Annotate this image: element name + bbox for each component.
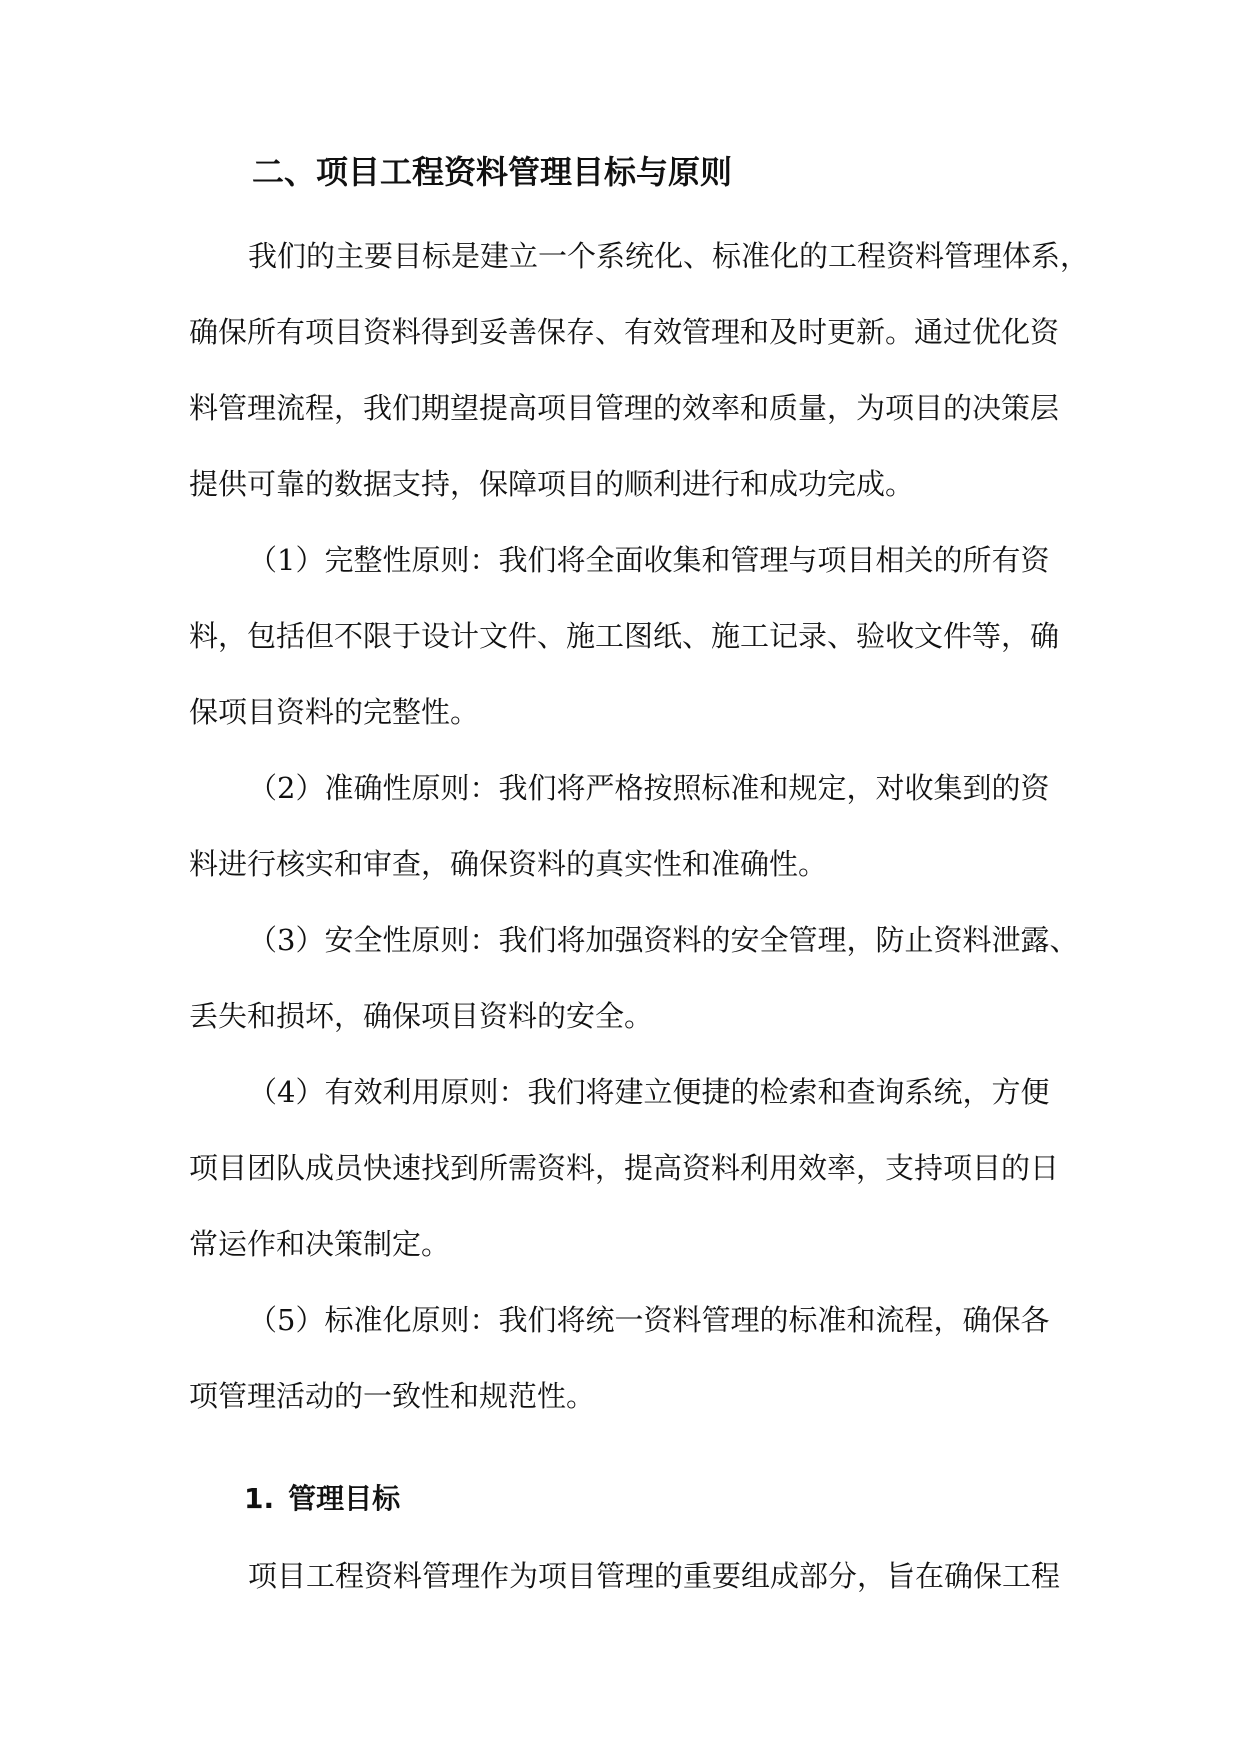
text-line: （2）准确性原则：我们将严格按照标准和规定，对收集到的资 [248, 771, 1050, 805]
text-line: 确保所有项目资料得到妥善保存、有效管理和及时更新。通过优化资 [189, 315, 1060, 349]
subsection-title: 管理目标 [288, 1482, 401, 1515]
text-line: 项目工程资料管理作为项目管理的重要组成部分，旨在确保工程 [248, 1559, 1061, 1593]
text-line: （5）标准化原则：我们将统一资料管理的标准和流程，确保各 [248, 1303, 1050, 1337]
section-heading: 二、项目工程资料管理目标与原则 [252, 153, 733, 191]
text-line: （3）安全性原则：我们将加强资料的安全管理，防止资料泄露、 [248, 923, 1079, 957]
text-line: 保项目资料的完整性。 [189, 695, 480, 729]
text-line: （4）有效利用原则：我们将建立便捷的检索和查询系统，方便 [248, 1075, 1050, 1109]
text-line: 项目团队成员快速找到所需资料，提高资料利用效率，支持项目的日 [189, 1151, 1060, 1185]
text-line: 丢失和损坏，确保项目资料的安全。 [189, 999, 654, 1033]
text-line: 料管理流程，我们期望提高项目管理的效率和质量，为项目的决策层 [189, 391, 1060, 425]
text-line: 我们的主要目标是建立一个系统化、标准化的工程资料管理体系， [248, 239, 1090, 273]
text-line: （1）完整性原则：我们将全面收集和管理与项目相关的所有资 [248, 543, 1050, 577]
subsection-heading [244, 1477, 400, 1521]
text-line: 提供可靠的数据支持，保障项目的顺利进行和成功完成。 [189, 467, 915, 501]
subsection-number: 1. [244, 1482, 275, 1515]
text-line: 项管理活动的一致性和规范性。 [189, 1379, 596, 1413]
text-line: 常运作和决策制定。 [189, 1227, 451, 1261]
text-line: 料进行核实和审查，确保资料的真实性和准确性。 [189, 847, 828, 881]
text-line: 料，包括但不限于设计文件、施工图纸、施工记录、验收文件等，确 [189, 619, 1060, 653]
